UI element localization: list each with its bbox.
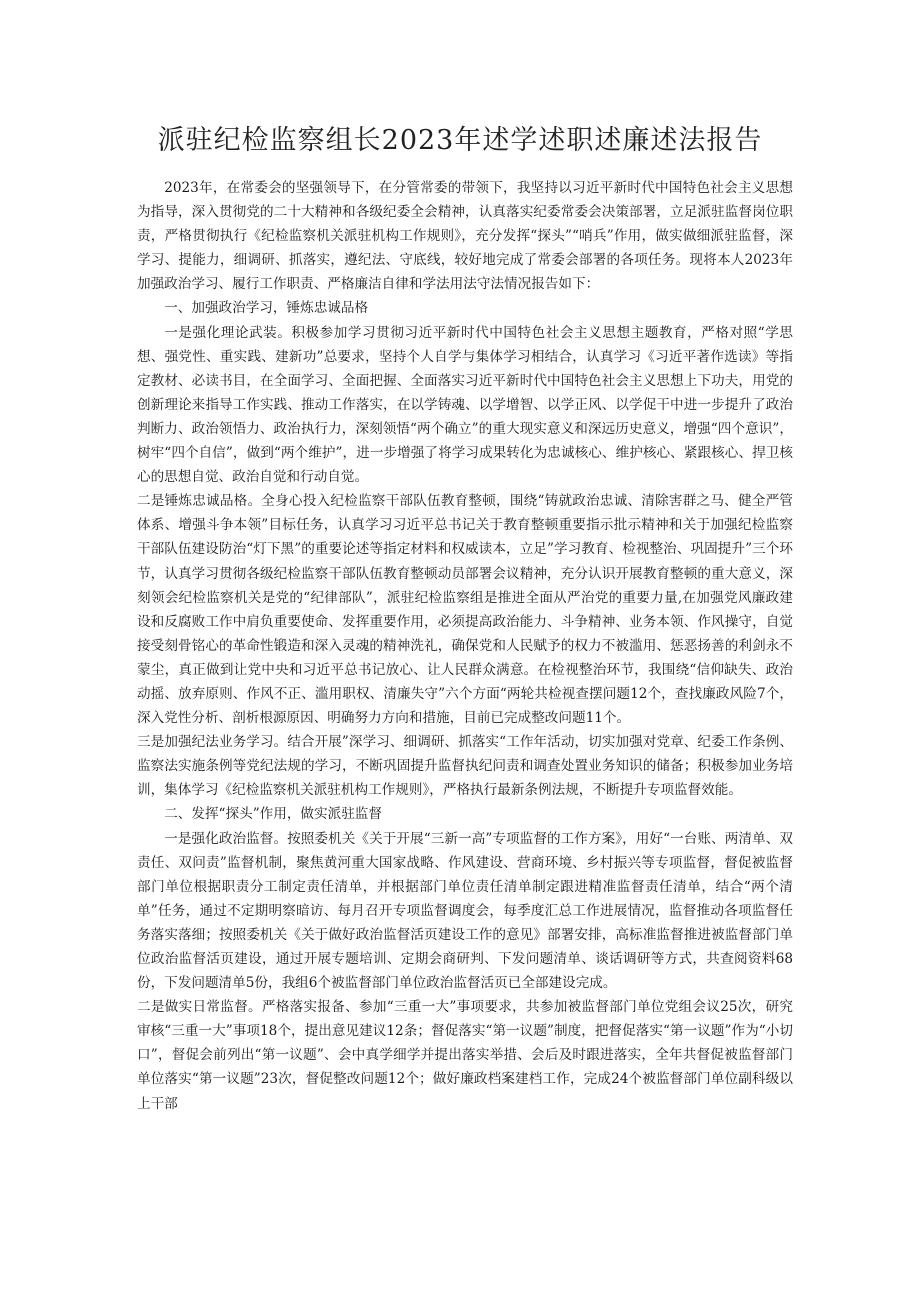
section1-paragraph-1: 一是强化理论武装。积极参加学习贯彻习近平新时代中国特色社会主义思想主题教育，严格对照“学思想、强党性、重实践、建新功”总要求，坚持个人自学与集体学习相结合，认真学习《习近平著作选读》等指定教材、必读书目，在全面学习、全面把握、全面落实习近平新时代中国特色社会主义思想上下功夫，用党的创新理论来指导工作实践、推动工作落实，在以学铸魂、以学增智、以学正风、以学促干中进一步提升了政治判断力、政治领悟力、政治执行力，深刻领悟“两个确立”的重大现实意义和深远历史意义，增强“四个意识”，树牢“四个自信”，做到“两个维护”，进一步增强了将学习成果转化为忠诚核心、维护核心、紧跟核心、捍卫核心的思想自觉、政治自觉和行动自觉。 — [137, 324, 793, 486]
section2-paragraph-1: 一是强化政治监督。按照委机关《关于开展“三新一高”专项监督的工作方案》，用好“一台账、两清单、双责任、双问责”监督机制，聚焦黄河重大国家战略、作风建设、营商环境、乡村振兴等专项监督，督促被监督部门单位根据职责分工制定责任清单，并根据部门单位责任清单制定跟进精准监督责任清单，结合“两个清单”任务，通过不定期明察暗访、每月召开专项监督调度会，每季度汇总工作进展情况，监督推动各项监督任务落实落细；按照委机关《关于做好政治监督活页建设工作的意见》部署安排，高标准监督推进被监督部门单位政治监督活页建设，通过开展专题培训、定期会商研判、下发问题清单、谈话调研等方式，共查阅资料68份，下发问题清单5份，我组6个被监督部门单位政治监督活页已全部建设完成。 — [137, 830, 793, 992]
section-heading-2: 二、发挥“探头”作用，做实派驻监督 — [164, 806, 382, 823]
document-body — [137, 176, 793, 1116]
intro-paragraph: 2023年，在常委会的坚强领导下，在分管常委的带领下，我坚持以习近平新时代中国特色社会主义思想为指导，深入贯彻党的二十大精神和各级纪委全会精神，认真落实纪委常委会决策部署，立足派驻监督岗位职责，严格贯彻执行《纪检监察机关派驻机构工作规则》，充分发挥“探头”“哨兵”作用，做实做细派驻监督，深学习、提能力，细调研、抓落实，遵纪法、守底线，较好地完成了常委会部署的各项任务。现将本人2023年加强政治学习、履行工作职责、严格廉洁自律和学法用法守法情况报告如下： — [137, 180, 793, 293]
section-heading-1: 一、加强政治学习，锤炼忠诚品格 — [164, 300, 369, 317]
document-title: 派驻纪检监察组长2023年述学述职述廉述法报告 — [157, 125, 763, 156]
section1-paragraph-3: 三是加强纪法业务学习。结合开展”深学习、细调研、抓落实“工作年活动，切实加强对党章、纪委工作条例、监察法实施条例等党纪法规的学习，不断巩固提升监督执纪问责和调查处置业务知识的储备；积极参加业务培训，集体学习《纪检监察机关派驻机构工作规则》，严格执行最新条例法规，不断提升专项监督效能。 — [137, 734, 793, 799]
section2-paragraph-2: 二是做实日常监督。严格落实报备、参加“三重一大”事项要求，共参加被监督部门单位党组会议25次，研究审核“三重一大”事项18个，提出意见建议12条；督促落实“第一议题”制度，把督促落实“第一议题”作为“小切口”，督促会前列出“第一议题”、会中真学细学并提出落实举措、会后及时跟进落实，全年共督促被监督部门单位落实“第一议题”23次，督促整改问题12个；做好廉政档案建档工作，完成24个被监督部门单位副科级以上干部 — [137, 999, 793, 1112]
section1-paragraph-2: 二是锤炼忠诚品格。全身心投入纪检监察干部队伍教育整顿，围绕“铸就政治忠诚、清除害群之马、健全严管体系、增强斗争本领”目标任务，认真学习习近平总书记关于教育整顿重要指示批示精神和关于加强纪检监察干部队伍建设防治“灯下黑”的重要论述等指定材料和权威读本，立足”学习教育、检视整治、巩固提升”三个环节，认真学习贯彻各级纪检监察干部队伍教育整顿动员部署会议精神，充分认识开展教育整顿的重大意义，深刻领会纪检监察机关是党的“纪律部队”，派驻纪检监察组是推进全面从严治党的重要力量,在加强党风廉政建设和反腐败工作中肩负重要使命、发挥重要作用，必须提高政治能力、斗争精神、业务本领、作风操守，自觉接受刻骨铭心的革命性锻造和深入灵魂的精神洗礼，确保党和人民赋予的权力不被滥用、惩恶扬善的利剑永不蒙尘，真正做到让党中央和习近平总书记放心、让人民群众满意。在检视整治环节，我围绕“信仰缺失、政治动摇、放弃原则、作风不正、滥用职权、清廉失守”六个方面“两轮共检视查摆问题12个，查找廉政风险7个，深入党性分析、剖析根源原因、明确努力方向和措施，目前已完成整改问题11个。 — [137, 493, 793, 727]
